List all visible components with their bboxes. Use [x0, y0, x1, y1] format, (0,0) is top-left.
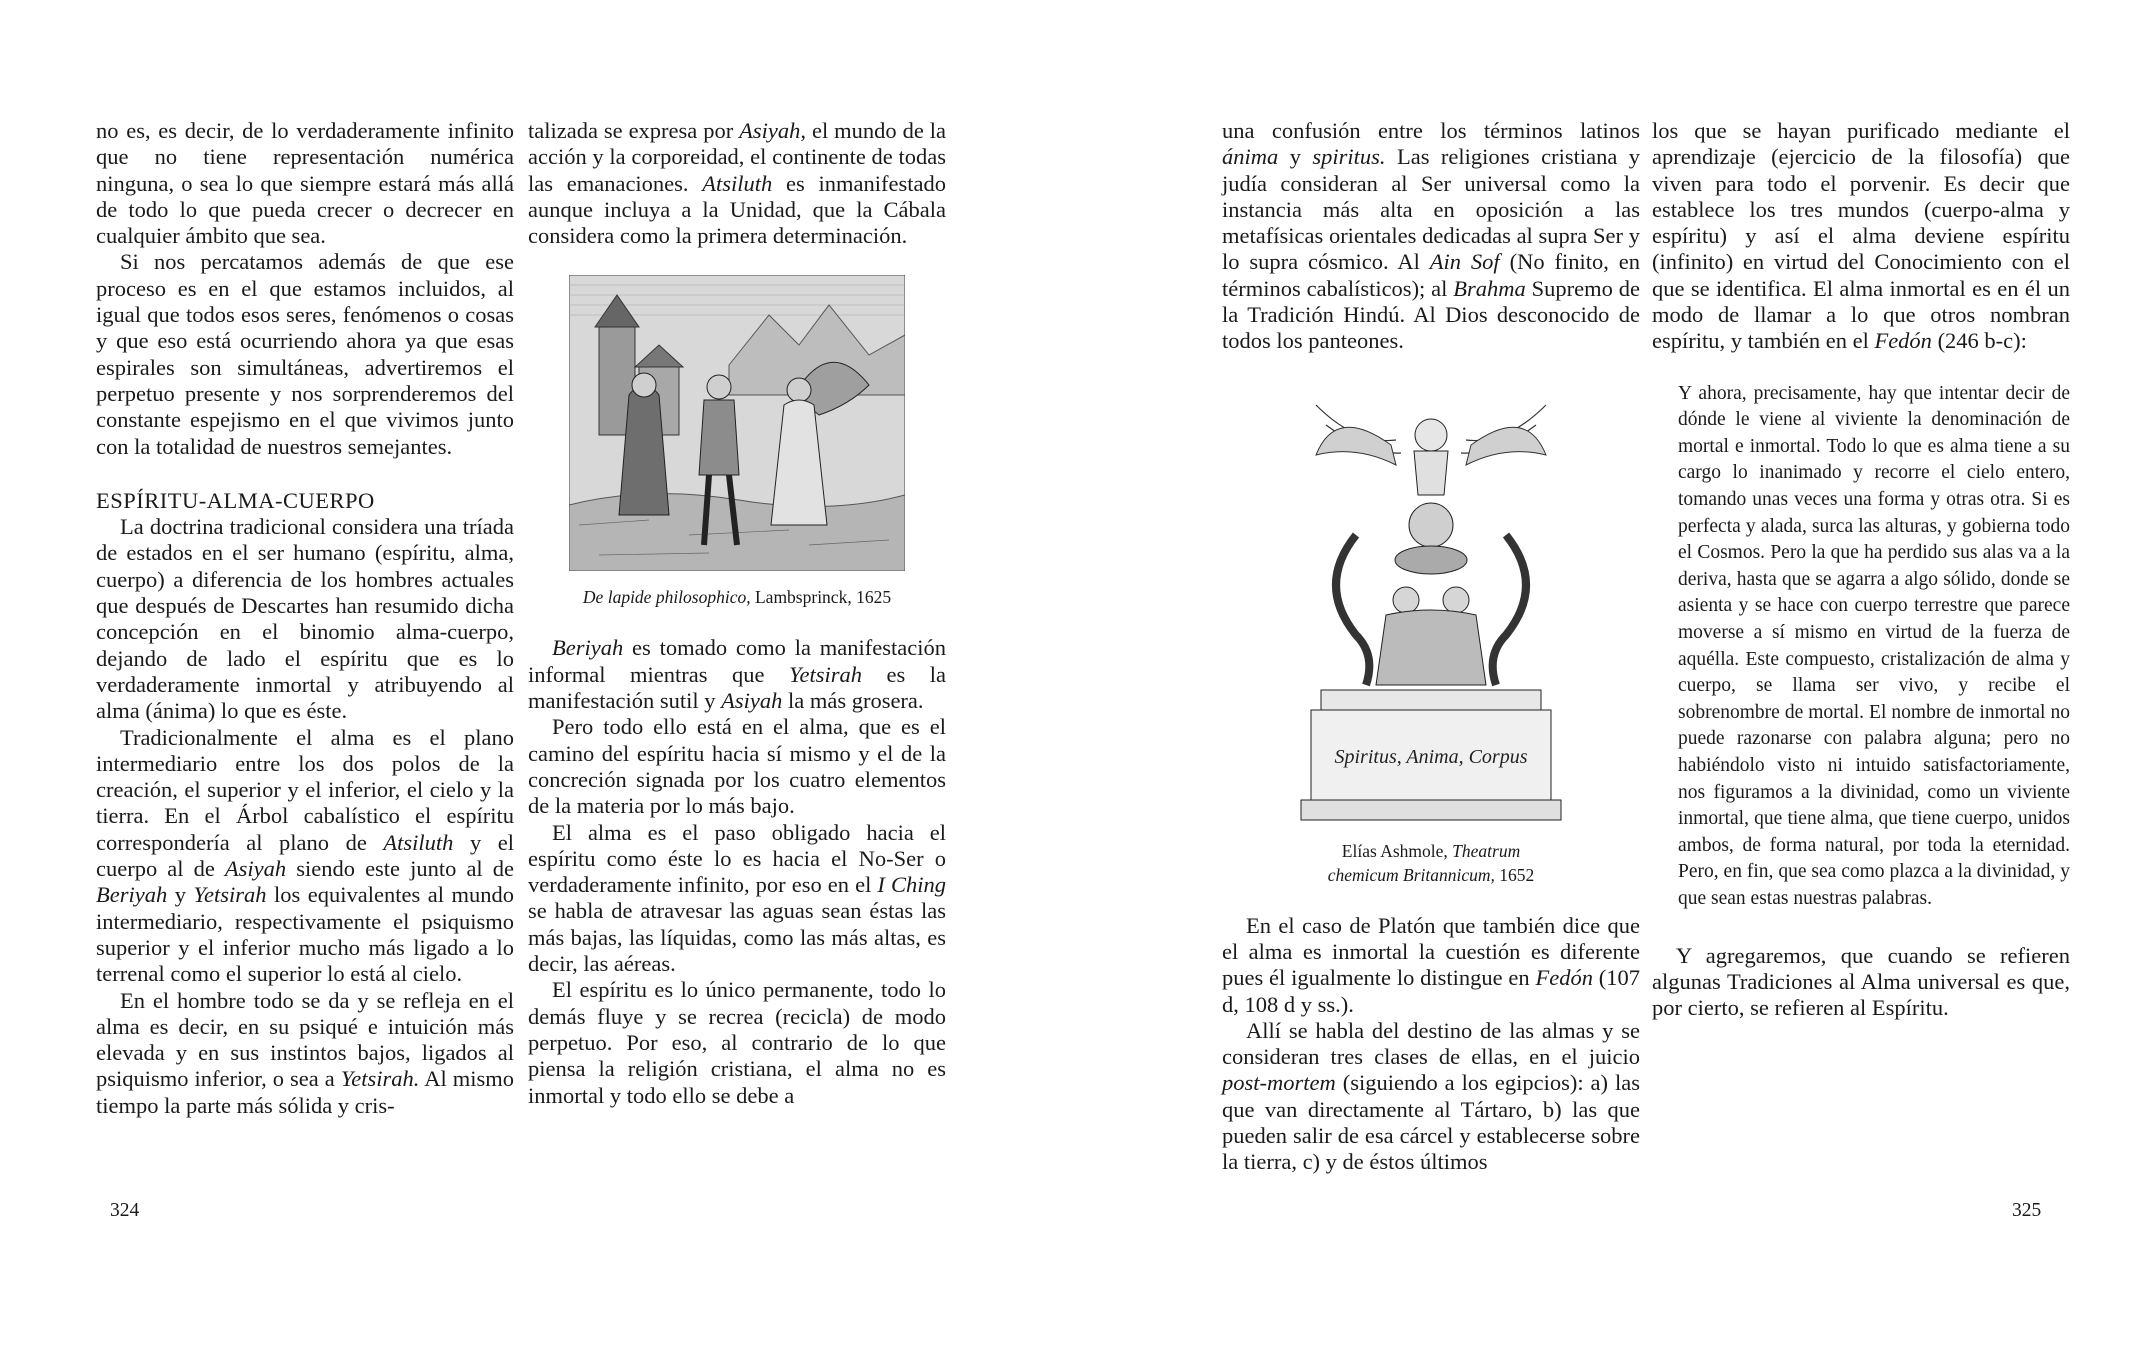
alchemical-pedestal-image [1296, 385, 1566, 825]
paragraph: no es, es decir, de lo verdaderamente infinito que no tiene representación numérica ninguna, o sea lo que siempre estará más allá de todo lo que pueda crecer o decrecer en cualquier ámbito que sea. [96, 118, 514, 249]
paragraph: talizada se expresa por Asiyah, el mundo de la acción y la corporeidad, el continente de todas las emanaciones. Atsiluth es inmanifestado aunque incluya a la Unidad, que la Cábala considera como la primera determinación. [528, 118, 946, 249]
paragraph: los que se hayan purificado mediante el aprendizaje (ejercicio de la filosofía) que viven para todo el porvenir. Es decir que establece los tres mundos (cuerpo-alma y espíritu) y así el alma deviene espíritu (infinito) en virtud del Conocimiento con el que se identifica. El alma inmortal es en él un modo de llamar a lo que otros nombran espíritu, y también en el Fedón (246 b-c): [1652, 118, 2070, 354]
left-page-column-2 [528, 118, 946, 1109]
right-page-column-2 [1652, 118, 2070, 1021]
figure-ashmole [1222, 385, 1640, 887]
section-heading: ESPÍRITU-ALMA-CUERPO [96, 487, 375, 513]
paragraph: En el hombre todo se da y se refleja en el alma es decir, en su psiqué e intuición más elevada y en sus instintos bajos, ligados al psiquismo inferior, o sea a Yetsirah. Al mismo tiempo la parte más sólida y cris- [96, 987, 514, 1118]
paragraph: Pero todo ello está en el alma, que es el camino del espíritu hacia sí mismo y el de la concreción signada por los cuatro elementos de la materia por lo más bajo. [528, 714, 946, 819]
paragraph: Beriyah es tomado como la manifestación informal mientras que Yetsirah es la manifestación sutil y Asiyah la más grosera. [528, 635, 946, 714]
page-number-right: 325 [2012, 1200, 2042, 1221]
paragraph: una confusión entre los términos latinos ánima y spiritus. Las religiones cristiana y judía consideran al Ser universal como la instancia más alta en oposición a las metafísicas orientales dedicadas al supra Ser y lo supra cósmico. Al Ain Sof (No finito, en términos cabalísticos); al Brahma Supremo de la Tradición Hindú. Al Dios desconocido de todos los panteones. [1222, 118, 1641, 354]
paragraph: La doctrina tradicional considera una tríada de estados en el ser humano (espíritu, alma, cuerpo) a diferencia de los hombres actuales que después de Descartes han resumido dicha concepción en el binomio alma-cuerpo, dejando de lado el espíritu que es lo verdaderamente inmortal y atribuyendo al alma (ánima) lo que es éste. [96, 514, 514, 724]
paragraph: El alma es el paso obligado hacia el espíritu como éste lo es hacia el No-Ser o verdaderamente infinito, por eso en el I Ching se habla de atravesar las aguas sean éstas las más bajas, las líquidas, como las más altas, es decir, las aéreas. [528, 819, 946, 977]
paragraph: Allí se habla del destino de las almas y se consideran tres clases de ellas, en el juicio post-mortem (siguiendo a los egipcios): a) las que van directamente al Tártaro, b) las que pueden salir de esa cárcel y establecerse sobre la tierra, c) y de éstos últimos [1222, 1017, 1640, 1175]
right-page-column-1 [1222, 118, 1640, 1176]
paragraph: Si nos percatamos además de que ese proceso es en el que estamos incluidos, al igual que todos esos seres, fenómenos o cosas y que eso está ocurriendo ahora ya que esas espirales son simultáneas, advertiremos el perpetuo presente y nos sorprenderemos del constante espejismo en el que vivimos junto con la totalidad de nuestros semejantes. [96, 249, 514, 459]
paragraph: Y agregaremos, que cuando se refieren algunas Tradiciones al Alma universal es que, por cierto, se refieren al Espíritu. [1652, 942, 2070, 1021]
paragraph: El espíritu es lo único permanente, todo lo demás fluye y se recrea (recicla) de modo perpetuo. Por eso, al contrario de lo que piensa la religión cristiana, el alma no es inmortal y todo ello se debe a [528, 977, 946, 1108]
pedestal-inscription: Spiritus, Anima, Corpus [1334, 745, 1528, 768]
paragraph: En el caso de Platón que también dice que el alma es inmortal la cuestión es diferente pues él igualmente lo distingue en Fedón (107 d, 108 d y ss.). [1222, 912, 1640, 1017]
paragraph: Tradicionalmente el alma es el plano intermediario entre los dos polos de la creación, el superior y el inferior, el cielo y la tierra. En el Árbol cabalístico el espíritu correspondería al plano de Atsiluth y el cuerpo al de Asiyah siendo este junto al de Beriyah y Yetsirah los equivalentes al mundo intermediario, respectivamente el psiquismo superior y el inferior mucho más ligado a lo terrenal como el superior lo está al cielo. [96, 724, 515, 987]
engraving-three-figures-image [569, 275, 905, 571]
left-page-column-1 [96, 118, 514, 1119]
figure-lambsprinck [528, 275, 946, 609]
figure-caption: Elías Ashmole, Theatrum chemicum Britannicum, 1652 [1327, 840, 1535, 885]
block-quote: Y ahora, precisamente, hay que intentar decir de dónde le viene al viviente la denominación de mortal e inmortal. Todo lo que es alma tiene a su cargo lo inanimado y recorre el cielo entero, tomando unas veces una forma y otras otra. Si es perfecta y alada, surca las alturas, y gobierna todo el Cosmos. Pero la que ha perdido sus alas va a la deriva, hasta que se agarra a algo sólido, donde se asienta y se hace con cuerpo terrestre que parece moverse a sí mismo en virtud de la fuerza de aquélla. Este compuesto, cristalización de alma y cuerpo, se llama ser vivo, y recibe el sobrenombre de mortal. El nombre de inmortal no puede razonarse con palabra alguna; pero no habiéndolo visto ni intuido satisfactoriamente, nos figuramos a la divinidad, como un viviente inmortal, que tiene alma, que tiene cuerpo, unidos ambos, de forma natural, por toda la eternidad. Pero, en fin, que sea como plazca a la divinidad, y que sean estas nuestras palabras. [1678, 382, 2070, 909]
figure-caption: De lapide philosophico, Lambsprinck, 1625 [582, 587, 892, 608]
page-number-left: 324 [110, 1200, 140, 1221]
